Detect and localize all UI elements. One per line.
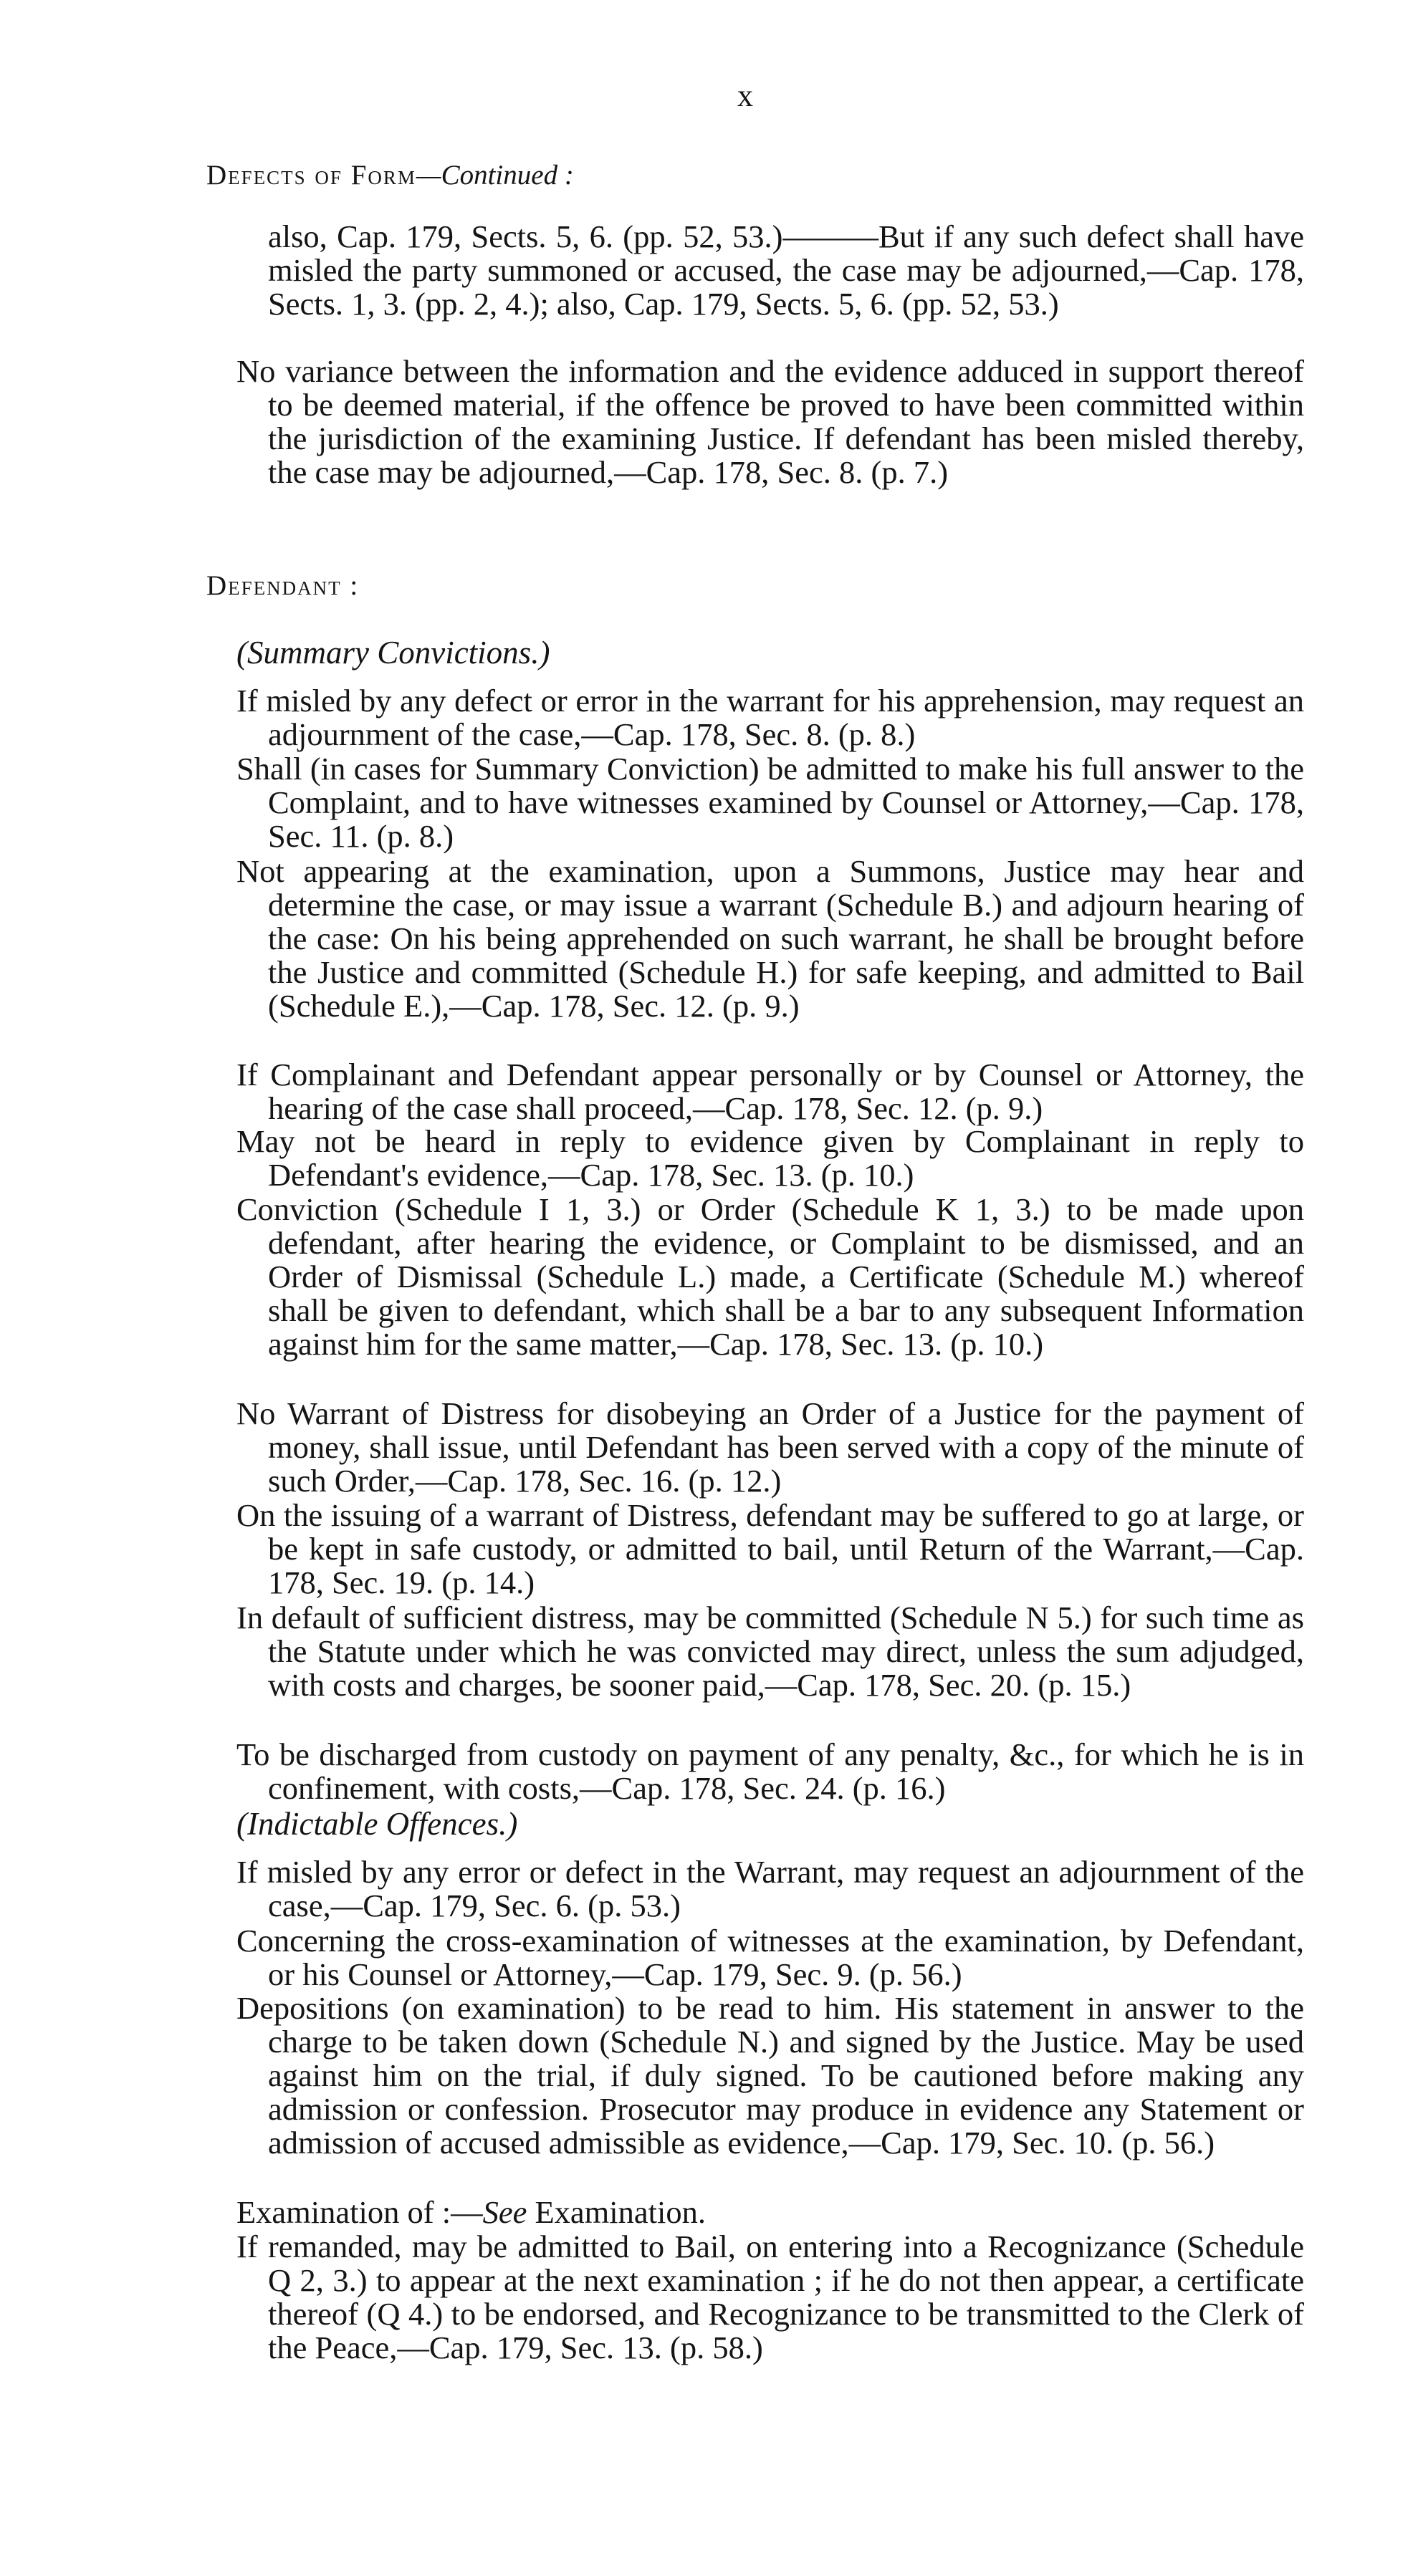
entry-misled-warrant: If misled by any defect or error in the warrant for his apprehension, may request an adjournment of the case,—Cap. 178, Sec. 8. (p. 8.) [236, 683, 1304, 752]
see-reference: See [482, 2194, 527, 2230]
subheading-indictable-offences: (Indictable Offences.) [236, 1806, 518, 1842]
heading-continued: —Continued : [416, 160, 574, 191]
section-heading-defendant: Defendant : [206, 570, 360, 601]
entry-misled-error: If misled by any error or defect in the Warrant, may request an adjournment of the case,—Cap. 179, Sec. 6. (p. 53.) [236, 1854, 1304, 1923]
entry-examination-of [236, 2196, 1304, 2229]
examination-prefix: Examination of :— [236, 2194, 483, 2230]
entry-appear-personally: If Complainant and Defendant appear personally or by Counsel or Attorney, the hearing of the case shall proceed,—Cap. 178, Sec. 12. (p. 9.) [236, 1057, 1304, 1126]
entry-no-variance: No variance between the information and the evidence adduced in support thereof to be deemed material, if the offence be proved to have been committed within the jurisdiction of the examining Justice. If defendant has been misled thereby, the case may be adjourned,—Cap. 178, Sec. 8. (p. 7.) [236, 353, 1304, 490]
entry-if-remanded: If remanded, may be admitted to Bail, on entering into a Recognizance (Schedule Q 2, 3.) to appear at the next examination ; if he do not then appear, a certificate thereof (Q 4.) to be endorsed, and Recognizance to be transmitted to the Clerk of the Peace,—Cap. 179, Sec. 13. (p. 58.) [236, 2229, 1304, 2365]
entry-not-heard-reply: May not be heard in reply to evidence given by Complainant in reply to Defendant's evidence,—Cap. 178, Sec. 13. (p. 10.) [236, 1123, 1304, 1193]
section-heading-defects-of-form [206, 159, 574, 191]
entry-cross-examination: Concerning the cross-examination of witnesses at the examination, by Defendant, or his Counsel or Attorney,—Cap. 179, Sec. 9. (p. 56.) [236, 1923, 1304, 1992]
entry-defects-continued: also, Cap. 179, Sects. 5, 6. (pp. 52, 53.)———But if any such defect shall have misled the party summoned or accused, the case may be adjourned,—Cap. 178, Sects. 1, 3. (pp. 2, 4.); also, Cap. 179, Sects. 5, 6. (pp. 52, 53.) [268, 218, 1304, 322]
subheading-summary-convictions: (Summary Convictions.) [236, 635, 550, 671]
heading-text: Defects of Form [206, 160, 416, 191]
page-number: x [737, 78, 753, 113]
entry-depositions: Depositions (on examination) to be read to him. His statement in answer to the charge to be taken down (Schedule N.) and signed by the Justice. May be used against him on the trial, if duly signed. To be cautioned before making any admission or confession. Prosecutor may produce in evidence any Statement or admission of accused admissible as evidence,—Cap. 179, Sec. 10. (p. 56.) [236, 1990, 1304, 2161]
entry-conviction-order: Conviction (Schedule I 1, 3.) or Order (Schedule K 1, 3.) to be made upon defendant, after hearing the evidence, or Complaint to be dismissed, and an Order of Dismissal (Schedule L.) made, a Certificate (Schedule M.) whereof shall be given to defendant, which shall be a bar to any subsequent Information against him for the same matter,—Cap. 178, Sec. 13. (p. 10.) [236, 1191, 1304, 1362]
entry-issuing-distress: On the issuing of a warrant of Distress, defendant may be suffered to go at large, or be kept in safe custody, or admitted to bail, until Return of the Warrant,—Cap. 178, Sec. 19. (p. 14.) [236, 1497, 1304, 1600]
entry-full-answer: Shall (in cases for Summary Conviction) be admitted to make his full answer to the Complaint, and to have witnesses examined by Counsel or Attorney,—Cap. 178, Sec. 11. (p. 8.) [236, 751, 1304, 854]
entry-discharged-custody: To be discharged from custody on payment of any penalty, &c., for which he is in confinement, with costs,—Cap. 178, Sec. 24. (p. 16.) [236, 1736, 1304, 1806]
entry-default-distress: In default of sufficient distress, may be committed (Schedule N 5.) for such time as the Statute under which he was convicted may direct, unless the sum adjudged, with costs and charges, be sooner paid,—Cap. 178, Sec. 20. (p. 15.) [236, 1600, 1304, 1703]
entry-not-appearing: Not appearing at the examination, upon a Summons, Justice may hear and determine the case, or may issue a warrant (Schedule B.) and adjourn hearing of the case: On his being apprehended on such warrant, he shall be brought before the Justice and committed (Schedule H.) for safe keeping, and admitted to Bail (Schedule E.),—Cap. 178, Sec. 12. (p. 9.) [236, 853, 1304, 1024]
entry-warrant-distress: No Warrant of Distress for disobeying an Order of a Justice for the payment of money, shall issue, until Defendant has been served with a copy of the minute of such Order,—Cap. 178, Sec. 16. (p. 12.) [236, 1395, 1304, 1499]
examination-target: Examination. [527, 2194, 706, 2230]
